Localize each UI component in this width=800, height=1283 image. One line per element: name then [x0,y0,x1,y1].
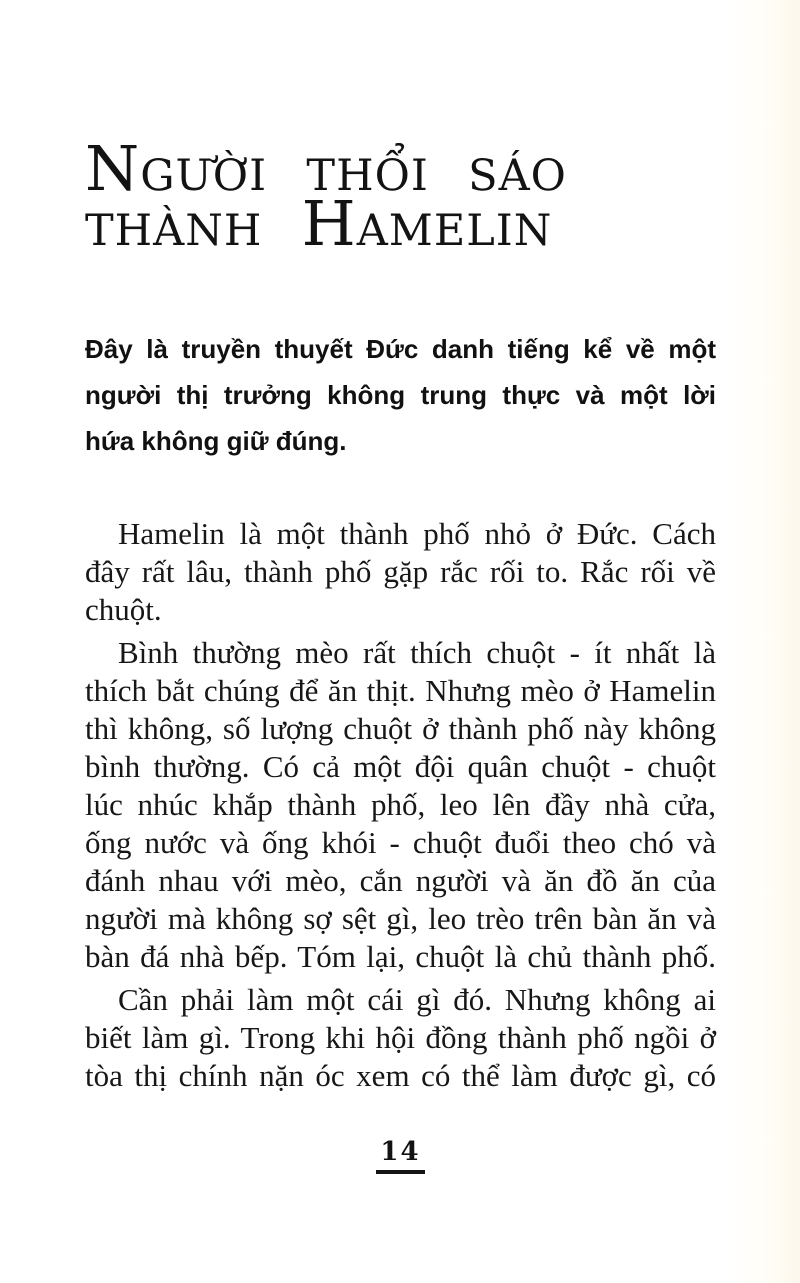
body-line: thích bắt chúng để ăn thịt. Nhưng mèo ở Hamelin [85,673,716,708]
body-paragraph [85,634,716,976]
lede-line: hứa không giữ đúng. [85,426,347,456]
body-line: Bình thường mèo rất thích chuột - ít nhất là [118,635,716,670]
chapter-title-line-2: thành Hamelin [85,187,553,260]
chapter-title [85,132,716,260]
body-line: đánh nhau với mèo, cắn người và ăn đồ ăn của [85,863,716,898]
body-line: đây rất lâu, thành phố gặp rắc rối to. Rắc rối về [85,554,716,589]
body-line: chuột. [85,592,162,627]
body-line: lúc nhúc khắp thành phố, leo lên đầy nhà cửa, [85,787,716,822]
lede-line: Đây là truyền thuyết Đức danh tiếng kể về một [85,334,716,364]
body-line: Cần phải làm một cái gì đó. Nhưng không ai [118,982,716,1017]
text-column [85,132,716,1174]
page-number: 14 [376,1139,424,1174]
body-line: tòa thị chính nặn óc xem có thể làm được gì, có [85,1058,716,1093]
body-paragraph [85,515,716,629]
body-line: ống nước và ống khói - chuột đuổi theo chó và [85,825,716,860]
page-footer [85,1139,716,1174]
body-paragraph [85,981,716,1095]
body-line: thì không, số lượng chuột ở thành phố này không [85,711,716,746]
chapter-title-line-1: Người thổi sáo [85,132,567,205]
body-line: Hamelin là một thành phố nhỏ ở Đức. Cách [118,516,716,551]
lede-paragraph [85,326,716,464]
body-line: người mà không sợ sệt gì, leo trèo trên bàn ăn và [85,901,716,936]
body-line: bình thường. Có cả một đội quân chuột - chuột [85,749,716,784]
body-line: bàn đá nhà bếp. Tóm lại, chuột là chủ thành phố. [85,939,716,974]
body-line: biết làm gì. Trong khi hội đồng thành phố ngồi ở [85,1020,716,1055]
lede-line: người thị trưởng không trung thực và một lời [85,380,716,410]
